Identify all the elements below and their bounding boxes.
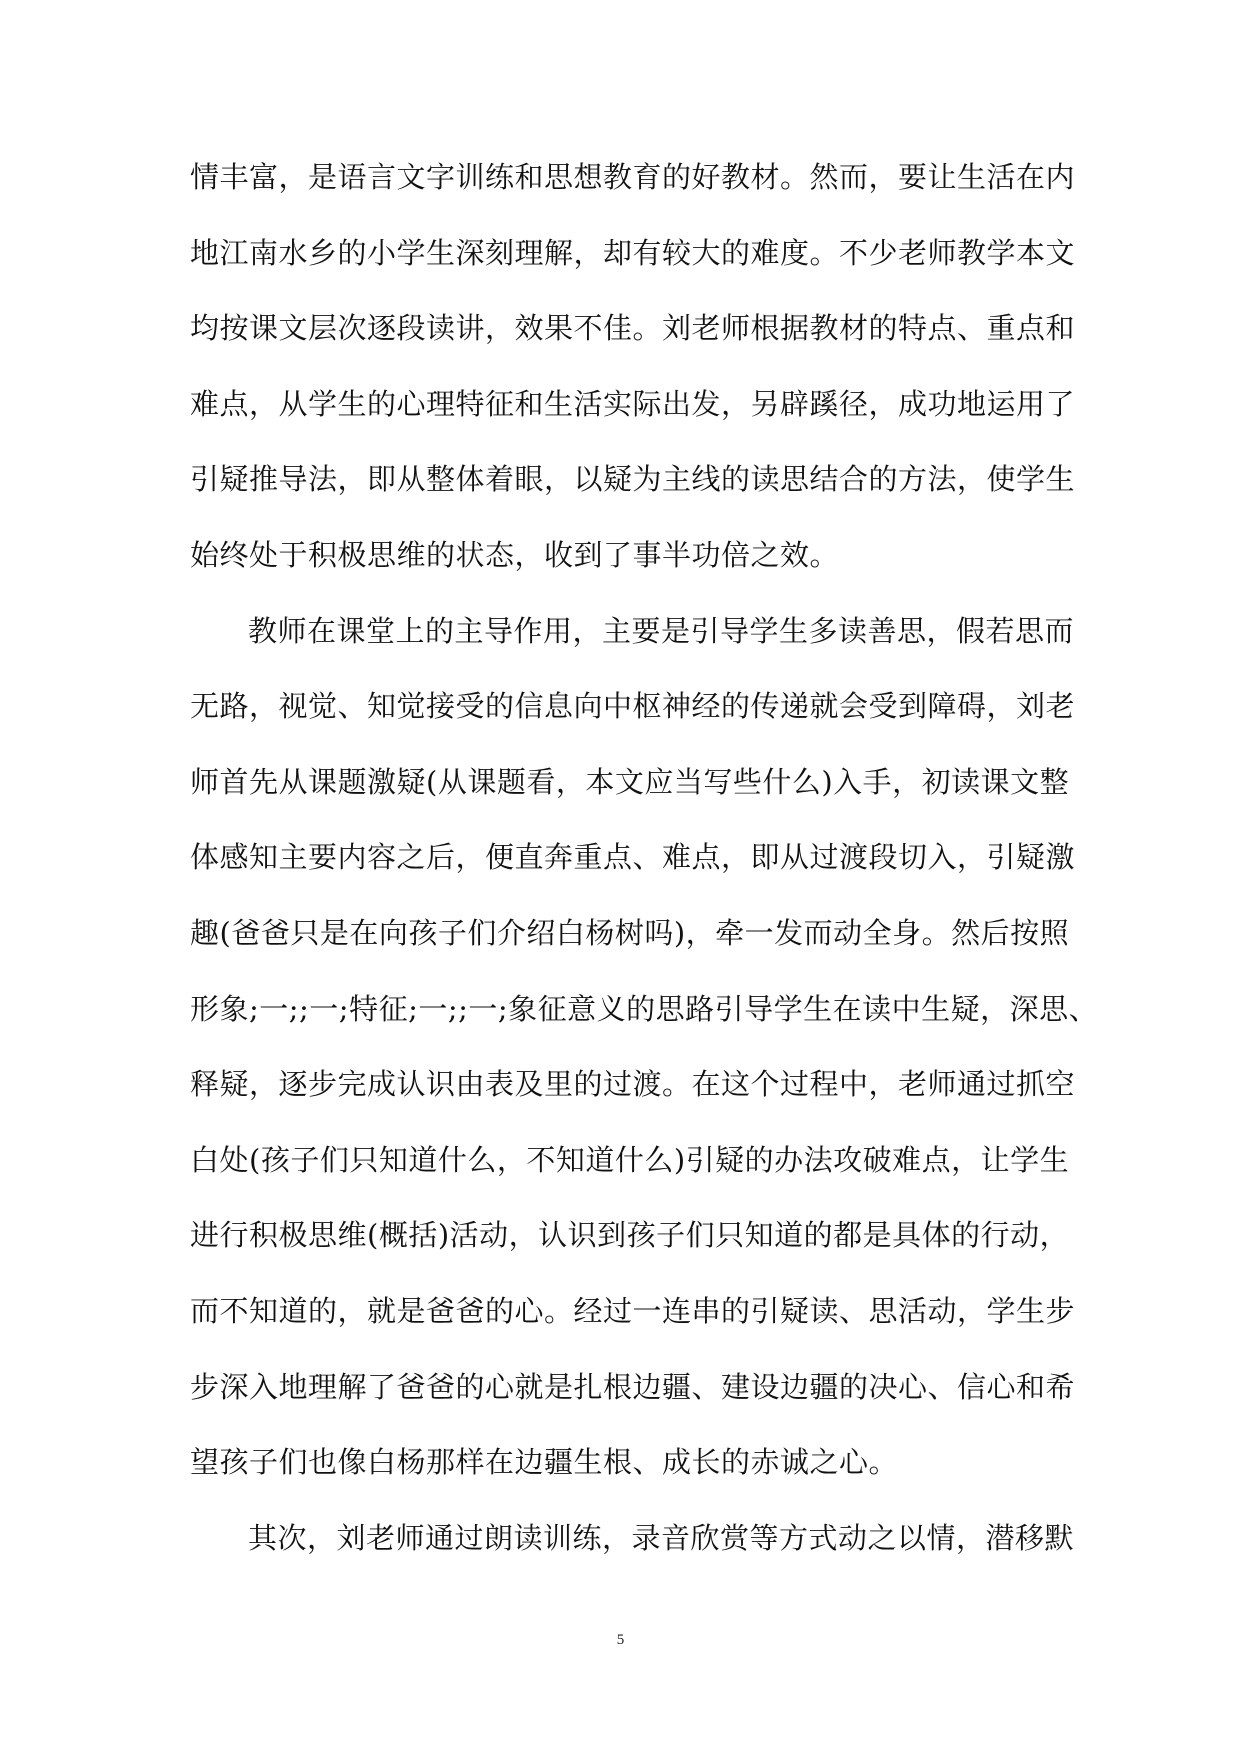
- text-line: 无路，视觉、知觉接受的信息向中枢神经的传递就会受到障碍，刘老: [190, 689, 1076, 724]
- text-line: 其次，刘老师通过朗读训练，录音欣赏等方式动之以情，潜移默: [248, 1520, 1075, 1555]
- text-line: 形象;一;;一;特征;一;;一;象征意义的思路引导学生在读中生疑，深思、: [190, 991, 1099, 1026]
- text-line: 望孩子们也像白杨那样在边疆生根、成长的赤诚之心。: [190, 1445, 899, 1480]
- text-line: 步深入地理解了爸爸的心就是扎根边疆、建设边疆的决心、信心和希: [190, 1369, 1076, 1404]
- text-line: 地江南水乡的小学生深刻理解，却有较大的难度。不少老师教学本文: [190, 235, 1076, 270]
- text-line: 难点，从学生的心理特征和生活实际出发，另辟蹊径，成功地运用了: [190, 386, 1076, 421]
- text-line: 趣(爸爸只是在向孩子们介绍白杨树吗)，牵一发而动全身。然后按照: [190, 915, 1070, 950]
- body-text: [190, 140, 1099, 1576]
- text-line: 进行积极思维(概括)活动，认识到孩子们只知道的都是具体的行动，: [190, 1218, 1070, 1253]
- page-number: 5: [616, 1632, 625, 1648]
- text-line: 师首先从课题激疑(从课题看，本文应当写些什么)入手，初读课文整: [190, 764, 1070, 799]
- text-line: 始终处于积极思维的状态，收到了事半功倍之效。: [190, 537, 840, 572]
- text-line: 释疑，逐步完成认识由表及里的过渡。在这个过程中，老师通过抓空: [190, 1067, 1076, 1102]
- text-line: 情丰富，是语言文字训练和思想教育的好教材。然而，要让生活在内: [190, 160, 1076, 194]
- text-line: 白处(孩子们只知道什么，不知道什么)引疑的办法攻破难点，让学生: [190, 1142, 1070, 1177]
- text-line: 而不知道的，就是爸爸的心。经过一连串的引疑读、思活动，学生步: [190, 1293, 1076, 1328]
- text-line: 引疑推导法，即从整体着眼，以疑为主线的读思结合的方法，使学生: [190, 462, 1076, 497]
- text-line: 均按课文层次逐段读讲，效果不佳。刘老师根据教材的特点、重点和: [190, 311, 1076, 346]
- text-line: 教师在课堂上的主导作用，主要是引导学生多读善思，假若思而: [248, 613, 1075, 648]
- text-line: 体感知主要内容之后，便直奔重点、难点，即从过渡段切入，引疑激: [190, 840, 1076, 875]
